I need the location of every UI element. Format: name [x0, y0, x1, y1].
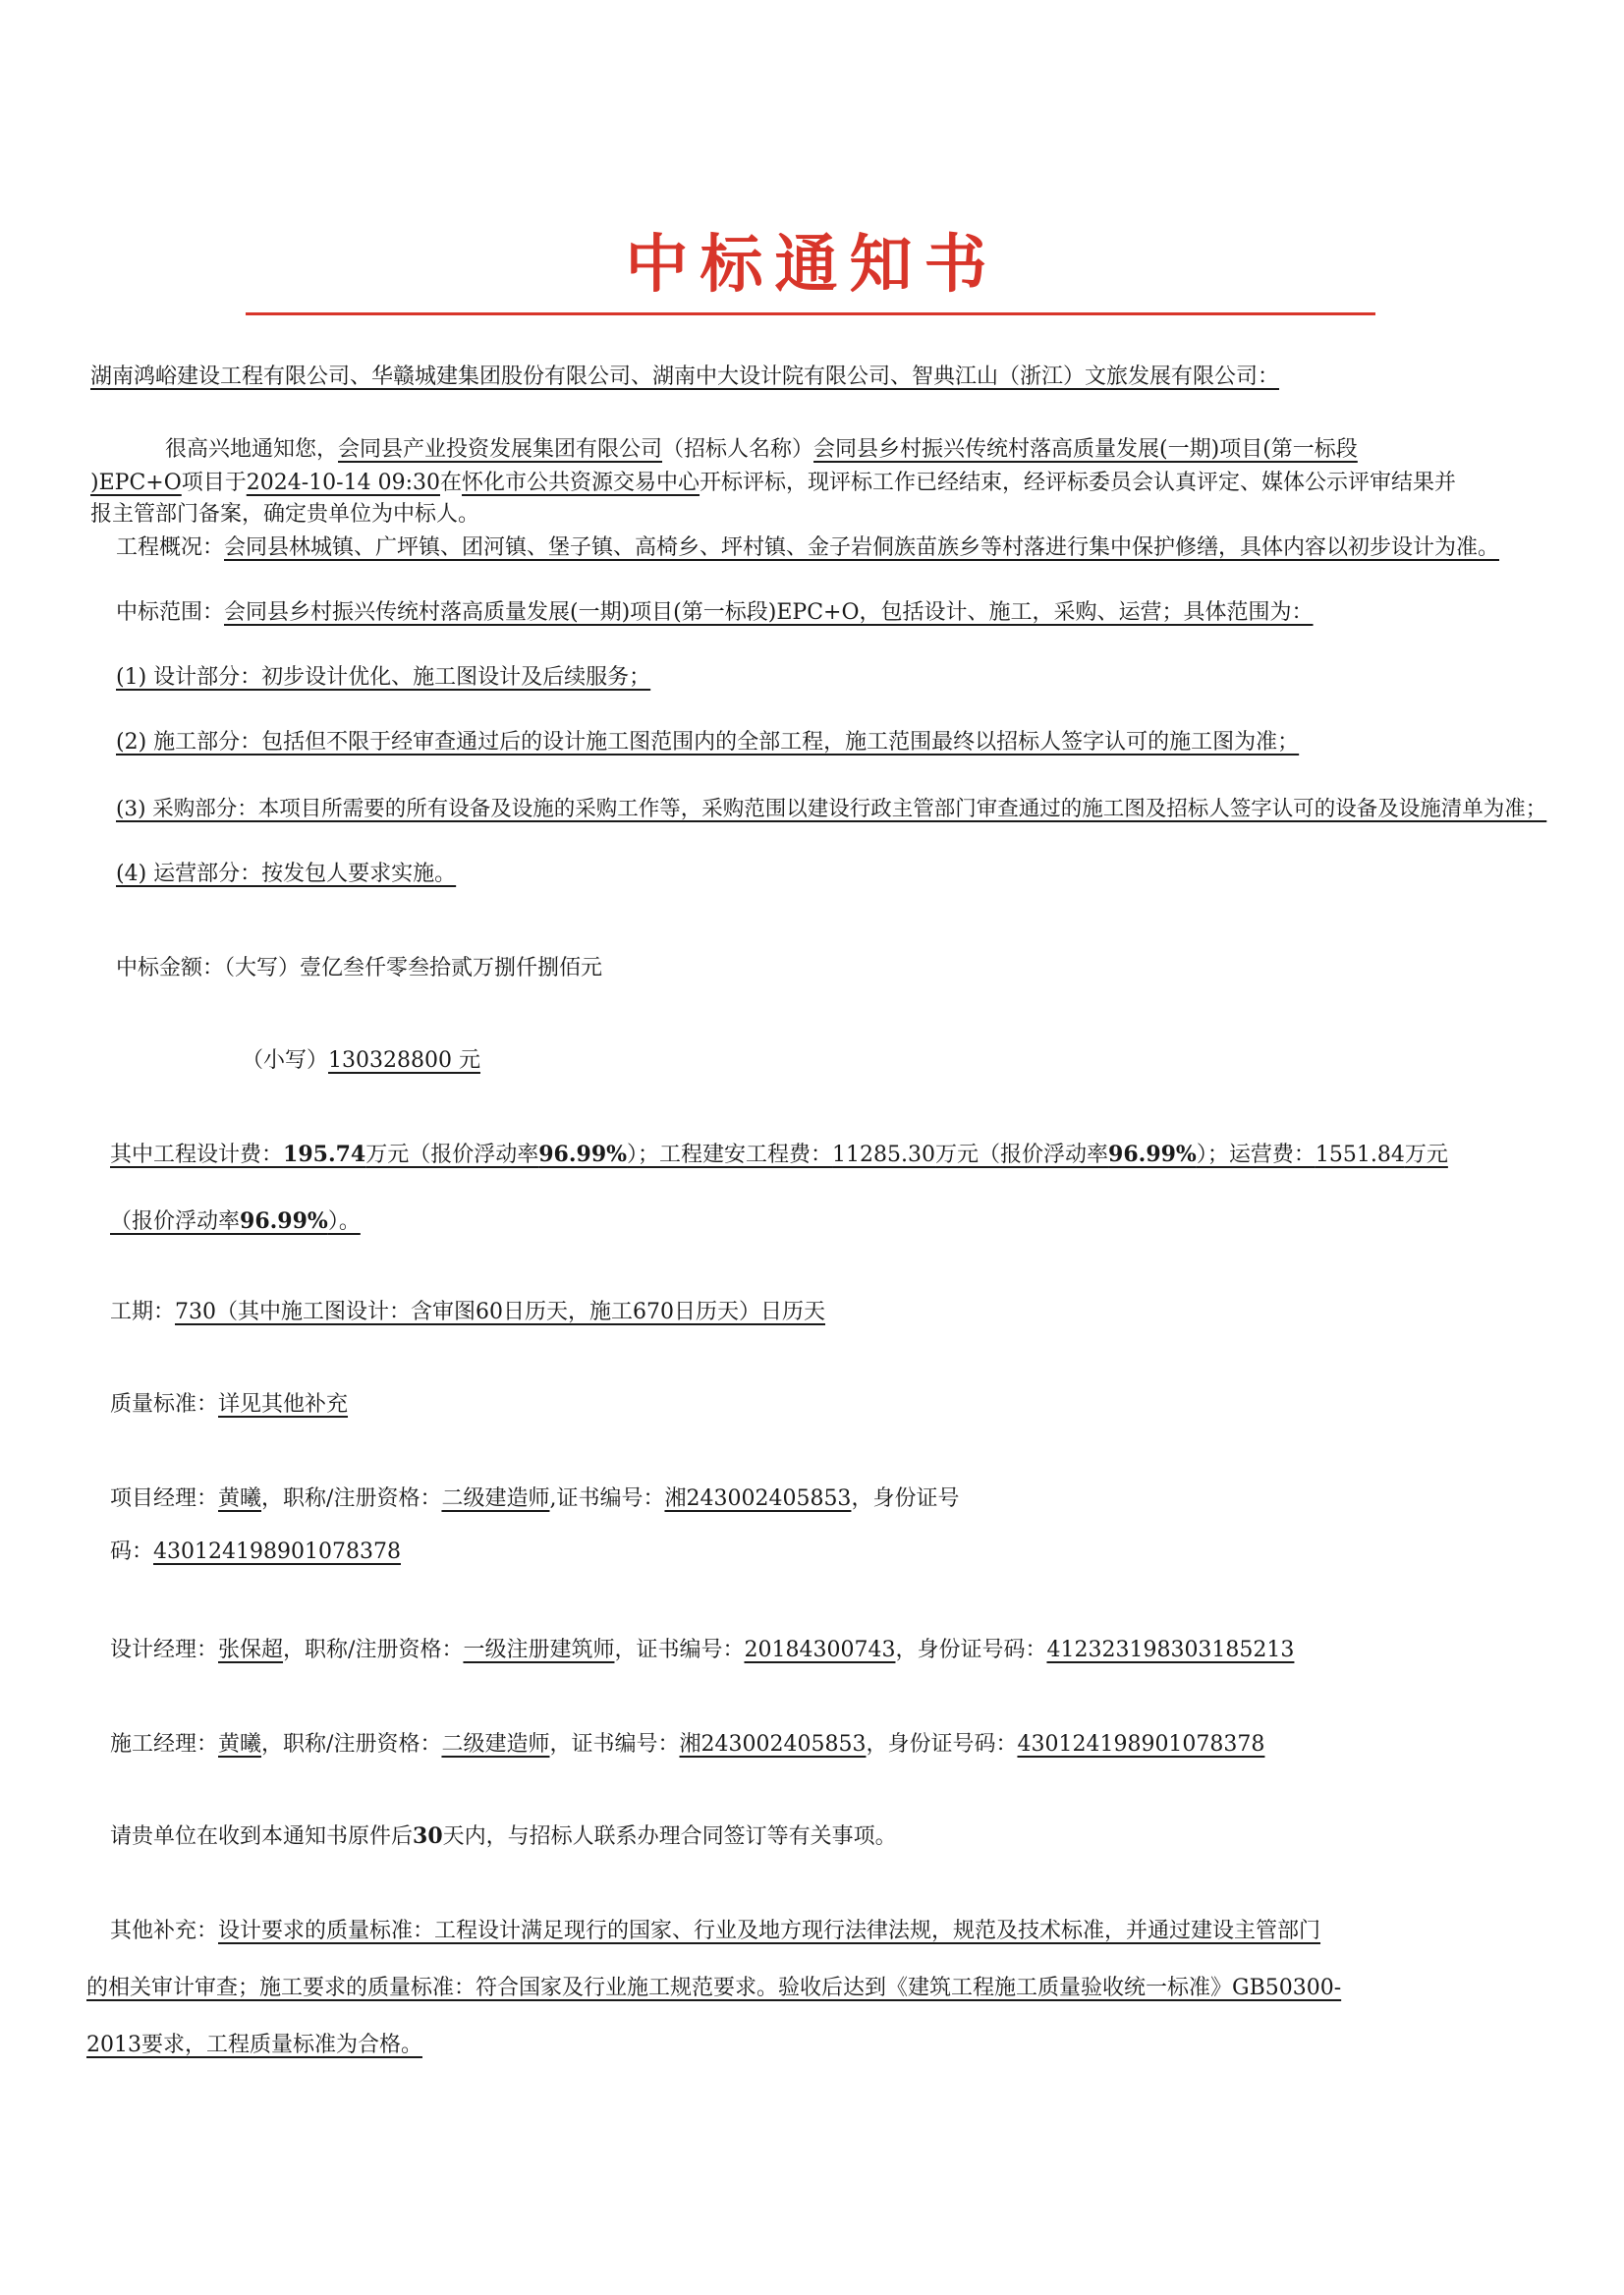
- scope-text: 会同县乡村振兴传统村落高质量发展(一期)项目(第一标段)EPC+O，包括设计、施工，采购、运营；具体范围为：: [224, 600, 1314, 625]
- scope: 中标范围：会同县乡村振兴传统村落高质量发展(一期)项目(第一标段)EPC+O，包括设计、施工，采购、运营；具体范围为：: [116, 600, 1314, 625]
- intro-line-2: )EPC+O项目于2024-10-14 09:30在怀化市公共资源交易中心开标评标，现评标工作已经结束，经评标委员会认真评定、媒体公示评审结果并: [90, 471, 1457, 495]
- intro-line-3: 报主管部门备案，确定贵单位为中标人。: [90, 502, 480, 527]
- dm-qualification: 一级注册建筑师: [463, 1638, 615, 1662]
- pm-id: 430124198901078378: [153, 1539, 401, 1564]
- bid-opening-datetime: 2024-10-14 09:30: [246, 471, 441, 495]
- project-manager: 项目经理：黄曦，职称/注册资格：二级建造师,证书编号：湘243002405853，身份证号: [110, 1486, 960, 1511]
- cm-cert: 湘243002405853: [679, 1732, 867, 1757]
- scope-item-design: (1) 设计部分：初步设计优化、施工图设计及后续服务；: [116, 665, 651, 690]
- fees-line-2: （报价浮动率96.99%）。: [110, 1208, 361, 1234]
- design-manager: 设计经理：张保超，职称/注册资格：一级注册建筑师，证书编号：20184300743，身份证号码：412323198303185213: [110, 1638, 1295, 1662]
- project-manager-id: 码：430124198901078378: [110, 1539, 401, 1564]
- design-fee: 195.74: [283, 1142, 366, 1167]
- project-name: 会同县乡村振兴传统村落高质量发展(一期)项目(第一标段: [813, 437, 1358, 462]
- recipients: 湖南鸿峪建设工程有限公司、华赣城建集团股份有限公司、湖南中大设计院有限公司、智典江山（浙江）文旅发展有限公司：: [90, 364, 1280, 389]
- overview-text: 会同县林城镇、广坪镇、团河镇、堡子镇、高椅乡、坪村镇、金子岩侗族苗族乡等村落进行集中保护修缮，具体内容以初步设计为准。: [224, 535, 1500, 560]
- scope-item-operation: (4) 运营部分：按发包人要求实施。: [116, 862, 457, 886]
- scope-item-procurement: (3) 采购部分：本项目所需要的所有设备及设施的采购工作等，采购范围以建设行政主管部门审查通过的施工图及招标人签字认可的设备及设施清单为准；: [116, 797, 1547, 821]
- amount-upper: 中标金额：（大写）壹亿叁仟零叁拾贰万捌仟捌佰元: [116, 956, 603, 980]
- amount-lower: （小写）130328800 元: [242, 1048, 480, 1073]
- construction-manager: 施工经理：黄曦，职称/注册资格：二级建造师，证书编号：湘243002405853，身份证号码：430124198901078378: [110, 1732, 1265, 1757]
- dm-name: 张保超: [218, 1638, 284, 1662]
- notice-days: 30: [413, 1823, 443, 1849]
- operation-fee: 1551.84: [1315, 1143, 1405, 1167]
- amount-upper-value: 壹亿叁仟零叁拾贰万捌仟捌佰元: [300, 956, 603, 980]
- other-line-1: 其他补充：设计要求的质量标准：工程设计满足现行的国家、行业及地方现行法律法规，规范及技术标准，并通过建设主管部门: [110, 1919, 1321, 1943]
- amount-lower-value: 130328800 元: [328, 1048, 480, 1073]
- page-title: 中标通知书: [625, 229, 999, 302]
- contract-notice: 请贵单位在收到本通知书原件后30天内，与招标人联系办理合同签订等有关事项。: [110, 1823, 897, 1849]
- other-line-3: 2013要求，工程质量标准为合格。: [86, 2033, 422, 2057]
- overview: 工程概况：会同县林城镇、广坪镇、团河镇、堡子镇、高椅乡、坪村镇、金子岩侗族苗族乡等村落进行集中保护修缮，具体内容以初步设计为准。: [116, 535, 1500, 560]
- cm-id: 430124198901078378: [1017, 1732, 1265, 1757]
- dm-id: 412323198303185213: [1046, 1638, 1295, 1662]
- intro-line-1: 很高兴地通知您，会同县产业投资发展集团有限公司（招标人名称）会同县乡村振兴传统村落高质量发展(一期)项目(第一标段: [165, 437, 1358, 462]
- other-line-2: 的相关审计审查；施工要求的质量标准：符合国家及行业施工规范要求。验收后达到《建筑工程施工质量验收统一标准》GB50300-: [86, 1976, 1342, 2000]
- period-value: 730（其中施工图设计：含审图60日历天，施工670日历天）日历天: [175, 1300, 825, 1324]
- venue: 怀化市公共资源交易中心: [462, 471, 700, 495]
- cm-name: 黄曦: [218, 1732, 262, 1757]
- cm-qualification: 二级建造师: [441, 1732, 550, 1757]
- dm-cert: 20184300743: [744, 1638, 896, 1662]
- scope-item-construction: (2) 施工部分：包括但不限于经审查通过后的设计施工图范围内的全部工程，施工范围最终以招标人签字认可的施工图为准；: [116, 730, 1300, 755]
- pm-qualification: 二级建造师: [441, 1486, 550, 1511]
- fees-line-1: 其中工程设计费：195.74万元（报价浮动率96.99%）；工程建安工程费：11285.30万元（报价浮动率96.99%）；运营费：1551.84万元: [110, 1142, 1448, 1167]
- tenderer-name: 会同县产业投资发展集团有限公司: [338, 437, 663, 462]
- pm-cert: 湘243002405853: [664, 1486, 852, 1511]
- quality-standard: 质量标准：详见其他补充: [110, 1392, 349, 1417]
- construction-fee: 11285.30: [832, 1143, 936, 1167]
- quality-value: 详见其他补充: [218, 1392, 349, 1417]
- title-divider: [246, 312, 1375, 315]
- pm-name: 黄曦: [218, 1486, 262, 1511]
- construction-period: 工期：730（其中施工图设计：含审图60日历天，施工670日历天）日历天: [110, 1300, 825, 1324]
